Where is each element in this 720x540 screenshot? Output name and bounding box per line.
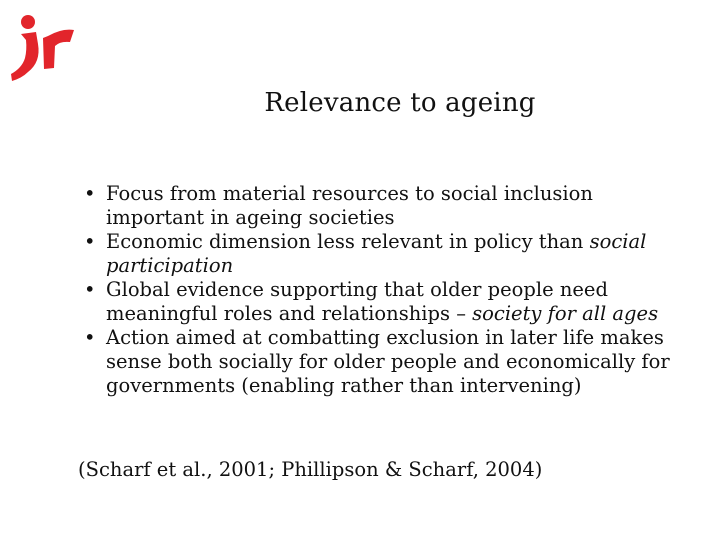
citation: (Scharf et al., 2001; Phillipson & Scharf, 2004) <box>78 458 543 481</box>
bullet-emphasis: social participation <box>106 230 647 277</box>
bullet-item <box>84 182 684 230</box>
bullet-item <box>84 326 684 398</box>
bullet-item <box>84 230 684 278</box>
bullet-dot: • <box>84 278 96 301</box>
bullet-dot: • <box>84 230 96 253</box>
bullet-text: Global evidence supporting that older people need meaningful roles and relationships – <box>106 278 608 325</box>
jr-logo <box>8 8 76 86</box>
bullet-emphasis: society for all ages <box>472 302 659 325</box>
bullet-list <box>84 182 684 398</box>
slide-title: Relevance to ageing <box>264 88 536 118</box>
bullet-dot: • <box>84 326 96 349</box>
bullet-text: Economic dimension less relevant in policy than <box>106 230 584 253</box>
bullet-text: Action aimed at combatting exclusion in later life makes sense both socially for older people and economically for governments (enabling rather than intervening) <box>106 326 670 397</box>
bullet-dot: • <box>84 182 96 205</box>
bullet-item <box>84 278 684 326</box>
bullet-text: Focus from material resources to social inclusion important in ageing societies <box>106 182 593 229</box>
